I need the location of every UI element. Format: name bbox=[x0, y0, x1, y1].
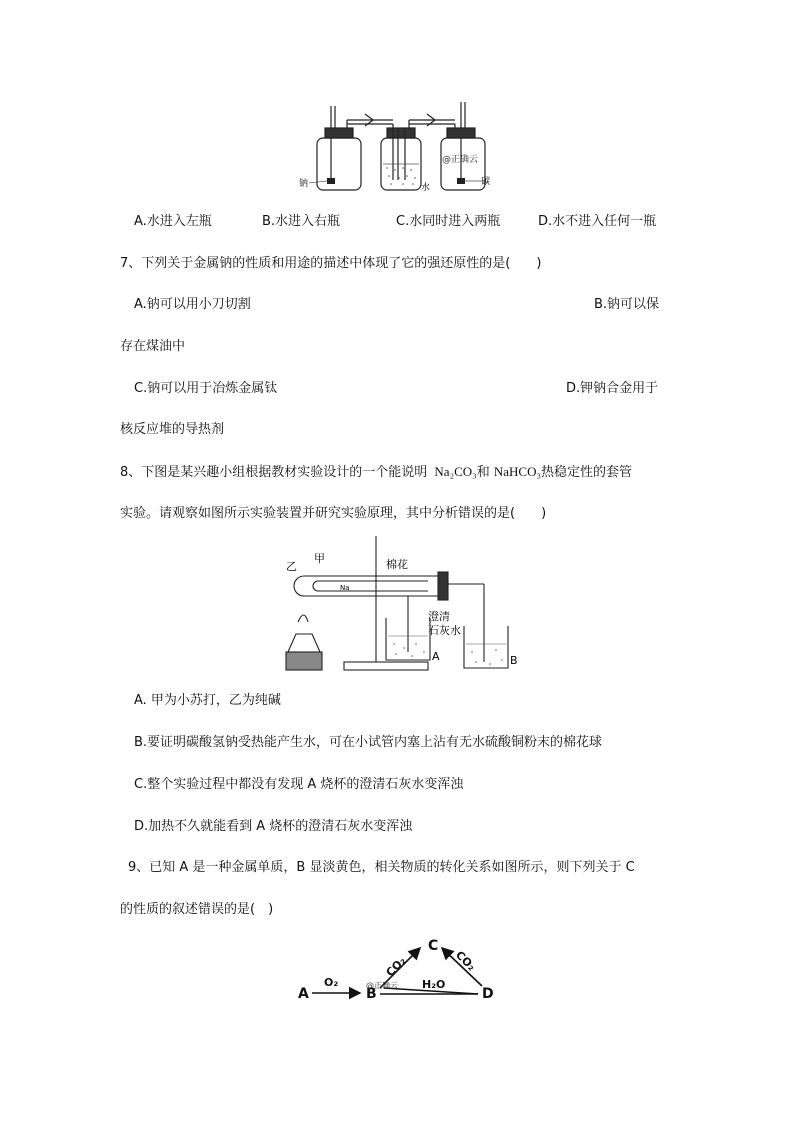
label-yi: 乙 bbox=[286, 560, 297, 573]
q8-option-c: C.整个实验过程中都没有发现 A 烧杯的澄清石灰水变浑浊 bbox=[134, 777, 464, 792]
q7-option-b-line1: B.钠可以保 bbox=[594, 297, 660, 312]
q7-option-d-line2: 核反应堆的导热剂 bbox=[120, 422, 225, 437]
q8-stem-post: 热稳定性的套管 bbox=[541, 465, 633, 480]
q8-stem-pre: 8、下图是某兴趣小组根据教材实验设计的一个能说明 bbox=[120, 465, 428, 480]
q8-option-a: A. 甲为小苏打，乙为纯碱 bbox=[134, 693, 281, 708]
sodium-label: 钠 bbox=[299, 179, 309, 189]
label-o2: O₂ bbox=[324, 976, 339, 989]
q6-option-c: C.水同时进入两瓶 bbox=[396, 214, 501, 229]
q9-stem-line2: 的性质的叙述错误的是( ) bbox=[120, 902, 274, 917]
formula-na2co3: Na₂CO₃ bbox=[434, 464, 477, 479]
node-b: B bbox=[366, 986, 377, 1002]
q8-stem-line2: 实验。请观察如图所示实验装置并研究实验原理，其中分析错误的是( ) bbox=[120, 506, 547, 521]
node-d: D bbox=[482, 986, 494, 1002]
q6-option-a: A.水进入左瓶 bbox=[134, 214, 212, 229]
label-na: Na bbox=[340, 584, 350, 592]
label-h2o: H₂O bbox=[422, 978, 446, 991]
watermark-2: @正确云 bbox=[366, 981, 398, 990]
q6-option-b: B.水进入右瓶 bbox=[262, 214, 341, 229]
q7-stem: 7、下列关于金属钠的性质和用途的描述中体现了它的强还原性的是( ) bbox=[120, 256, 542, 271]
q8-stem-and: 和 bbox=[476, 465, 490, 480]
q7-option-c: C.钠可以用于冶炼金属钛 bbox=[134, 381, 278, 396]
q8-stem-line1 bbox=[120, 464, 632, 481]
q7-option-d-line1: D.钾钠合金用于 bbox=[566, 381, 659, 396]
water-label: 水 bbox=[421, 183, 431, 193]
q6-option-d: D.水不进入任何一瓶 bbox=[538, 214, 657, 229]
conversion-relation-diagram bbox=[292, 930, 504, 1006]
label-co2-left: CO₂ bbox=[383, 954, 409, 980]
label-limewater-1: 澄清 bbox=[428, 610, 450, 623]
q8-option-d: D.加热不久就能看到 A 烧杯的澄清石灰水变浑浊 bbox=[134, 819, 413, 834]
nested-tube-apparatus-figure bbox=[278, 534, 526, 676]
q7-option-b-line2: 存在煤油中 bbox=[120, 339, 186, 354]
label-co2-right: CO₂ bbox=[453, 948, 478, 974]
label-beaker-a: A bbox=[432, 650, 440, 663]
label-beaker-b: B bbox=[510, 654, 518, 667]
q9-stem-line1: 9、已知 A 是一种金属单质，B 显淡黄色，相关物质的转化关系如图所示，则下列关于 C bbox=[128, 860, 635, 875]
node-c: C bbox=[428, 938, 439, 954]
watermark-1: @正确云 bbox=[442, 155, 479, 165]
label-cotton: 棉花 bbox=[386, 558, 408, 571]
q7-option-a: A.钠可以用小刀切割 bbox=[134, 297, 251, 312]
formula-nahco3: NaHCO₃ bbox=[493, 464, 542, 479]
carbon-label: 碳 bbox=[481, 177, 491, 187]
label-jia: 甲 bbox=[314, 552, 325, 565]
three-bottle-apparatus-figure bbox=[295, 100, 505, 195]
node-a: A bbox=[298, 986, 309, 1002]
label-limewater-2: 石灰水 bbox=[428, 624, 461, 637]
q8-option-b: B.要证明碳酸氢钠受热能产生水，可在小试管内塞上沾有无水硫酸铜粉末的棉花球 bbox=[134, 735, 603, 750]
